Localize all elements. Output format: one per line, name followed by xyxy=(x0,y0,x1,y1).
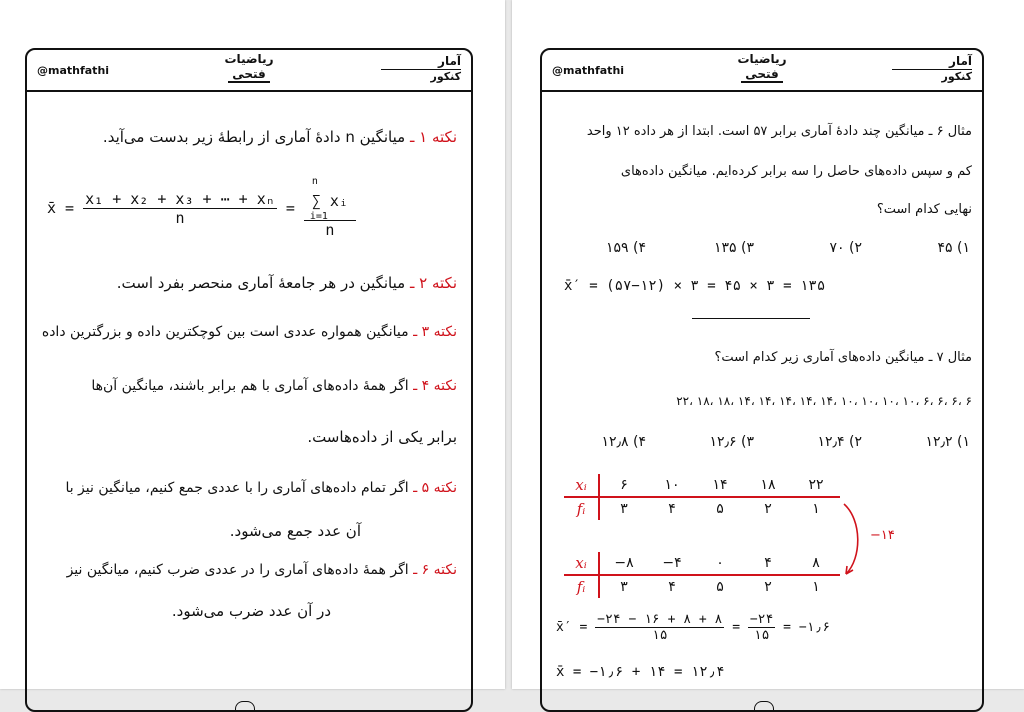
calculation-2: x̄ = −۱٫۶ + ۱۴ = ۱۲٫۴ xyxy=(556,664,725,680)
shift-label: −۱۴ xyxy=(870,528,895,543)
exam-title: کنکور xyxy=(430,70,461,83)
formula-equals: = xyxy=(285,199,295,217)
calc-1-lhs: x̄′ = xyxy=(556,620,588,635)
calc-1-denominator: ۱۵ xyxy=(651,628,668,643)
formula-lhs: x̄ = xyxy=(47,199,75,217)
author-handle-right: @mathfathi xyxy=(552,64,625,77)
table-2-x-label: xᵢ xyxy=(564,552,599,575)
frequency-table-shifted xyxy=(564,552,840,598)
exam-title-right: کنکور xyxy=(941,70,972,83)
calc-1-numerator: −۲۴ − ۱۶ + ۸ + ۸ xyxy=(597,612,723,627)
example-7-option-1: ۱) ۱۲٫۲ xyxy=(925,434,970,450)
note-5 xyxy=(65,480,457,496)
note-3-text: میانگین همواره عددی است بین کوچکترین داده و بزرگترین داده xyxy=(41,324,409,340)
brand-top: ریاضیات xyxy=(224,52,274,66)
note-1-text: میانگین n دادهٔ آماری از رابطهٔ زیر بدست می‌آید. xyxy=(102,128,406,146)
brand-top-right: ریاضیات xyxy=(737,52,787,66)
calc-1-result: = −۱٫۶ xyxy=(783,620,831,635)
table-1-x-label: xᵢ xyxy=(564,474,599,497)
table-1-f-cell: ۵ xyxy=(716,501,724,517)
example-7-data: ۶ ،۶ ،۶ ،۶ ،۱۰ ،۱۰ ،۱۰ ،۱۰ ،۱۴ ،۱۴ ،۱۴ ،۱۴ ،۱۴ ،۱۸ ،۱۸ ،۲۲ xyxy=(676,394,972,408)
example-6-solution: x̄′ = (۵۷−۱۲) × ۳ = ۴۵ × ۳ = ۱۳۵ xyxy=(564,278,826,294)
subject-title: آمار xyxy=(381,54,461,70)
example-7-option-3: ۳) ۱۲٫۶ xyxy=(709,434,754,450)
note-5-label: نکته ۵ ـ xyxy=(413,480,457,496)
table-1-x-cell: ۶ xyxy=(599,474,648,497)
example-6-line-3: نهایی کدام است؟ xyxy=(876,202,972,217)
note-2-text: میانگین در هر جامعهٔ آماری منحصر بفرد است. xyxy=(116,274,406,292)
calc-1-fraction xyxy=(595,612,724,643)
example-7-option-4: ۴) ۱۲٫۸ xyxy=(601,434,646,450)
example-6-option-1: ۱) ۴۵ xyxy=(937,240,970,256)
right-page-frame xyxy=(540,48,984,712)
table-1-x-cell: ۱۰ xyxy=(648,474,696,497)
page-header-right xyxy=(542,50,982,92)
formula-sum-fraction xyxy=(304,178,356,239)
note-2 xyxy=(117,274,457,292)
table-1-f-label: fᵢ xyxy=(564,497,599,520)
sum-lower-limit: i=1 xyxy=(309,211,328,222)
frequency-table-original xyxy=(564,474,840,520)
formula-denominator: n xyxy=(175,209,185,227)
sum-upper-limit: n xyxy=(311,176,318,187)
note-4-label: نکته ۴ ـ xyxy=(413,378,457,394)
example-6-option-3: ۳) ۱۳۵ xyxy=(713,240,754,256)
subject-title-right: آمار xyxy=(892,54,972,70)
page-number-tab xyxy=(235,701,255,710)
note-1 xyxy=(103,128,457,146)
example-6-option-2: ۲) ۷۰ xyxy=(829,240,862,256)
table-1-f-cell: ۱ xyxy=(812,501,820,517)
table-2-f-label: fᵢ xyxy=(564,575,599,598)
shift-arrow-icon xyxy=(838,500,868,580)
page-header xyxy=(27,50,471,92)
calculation-1 xyxy=(556,612,830,643)
note-6-text: اگر همهٔ داده‌های آماری را در عددی ضرب کنیم، میانگین نیز xyxy=(66,562,409,578)
note-5-text: اگر تمام داده‌های آماری را با عددی جمع کنیم، میانگین نیز با xyxy=(65,480,409,496)
page-number-tab-right xyxy=(754,701,774,710)
table-2-f-cell: ۵ xyxy=(716,579,724,595)
note-4-cont: برابر یکی از داده‌هاست. xyxy=(307,428,457,446)
section-divider xyxy=(692,318,810,319)
calc-1-equals: = xyxy=(732,620,741,635)
example-7-option-2: ۲) ۱۲٫۴ xyxy=(817,434,862,450)
table-1-f-cell: ۲ xyxy=(764,501,772,517)
table-2-x-cell: ۰ xyxy=(696,552,744,575)
author-handle: @mathfathi xyxy=(37,64,110,77)
brand-bottom: فتحی xyxy=(228,67,270,83)
table-2-x-cell: −۴ xyxy=(648,552,696,575)
note-4 xyxy=(91,378,457,394)
note-5-cont: آن عدد جمع می‌شود. xyxy=(229,522,361,540)
calc-1-fraction-2 xyxy=(748,612,775,643)
table-1-x-cell: ۲۲ xyxy=(792,474,840,497)
note-6-cont: در آن عدد ضرب می‌شود. xyxy=(171,602,331,620)
table-2-f-cell: ۱ xyxy=(812,579,820,595)
table-1-f-cell: ۳ xyxy=(620,501,628,517)
example-6-line-2: کم و سپس داده‌های حاصل را سه برابر کرده‌ایم. میانگین داده‌های xyxy=(620,164,972,179)
table-2-x-cell: −۸ xyxy=(599,552,648,575)
table-2-f-cell: ۴ xyxy=(668,579,676,595)
note-6-label: نکته ۶ ـ xyxy=(413,562,457,578)
note-6 xyxy=(67,562,457,578)
note-2-label: نکته ۲ ـ xyxy=(409,274,457,292)
example-7-line-1: مثال ۷ ـ میانگین داده‌های آماری زیر کدام است؟ xyxy=(714,350,972,365)
mean-formula xyxy=(47,178,356,239)
formula-numerator: x₁ + x₂ + x₃ + ⋯ + xₙ xyxy=(85,190,275,208)
table-1-x-cell: ۱۸ xyxy=(744,474,792,497)
example-6-option-4: ۴) ۱۵۹ xyxy=(605,240,646,256)
calc-1-denominator-2: ۱۵ xyxy=(753,628,770,643)
table-2-f-cell: ۳ xyxy=(620,579,628,595)
table-2-f-cell: ۲ xyxy=(764,579,772,595)
note-1-label: نکته ۱ ـ xyxy=(409,128,457,146)
formula-fraction xyxy=(83,190,277,227)
table-2-x-cell: ۸ xyxy=(792,552,840,575)
left-page-frame xyxy=(25,48,473,712)
table-2-x-cell: ۴ xyxy=(744,552,792,575)
sum-denominator: n xyxy=(325,221,335,239)
example-6-line-1: مثال ۶ ـ میانگین چند دادهٔ آماری برابر ۵۷ است. ابتدا از هر داده ۱۲ واحد xyxy=(586,124,972,139)
sum-expression: ∑ xᵢ xyxy=(311,192,348,210)
note-3 xyxy=(42,324,457,340)
subject-block-right xyxy=(892,54,972,83)
table-1-x-cell: ۱۴ xyxy=(696,474,744,497)
subject-block xyxy=(381,54,461,83)
calc-1-numerator-2: −۲۴ xyxy=(749,612,774,627)
note-3-label: نکته ۳ ـ xyxy=(413,324,457,340)
note-4-text: اگر همهٔ داده‌های آماری با هم برابر باشند، میانگین آن‌ها xyxy=(91,378,409,394)
brand-bottom-right: فتحی xyxy=(741,67,783,83)
table-1-f-cell: ۴ xyxy=(668,501,676,517)
